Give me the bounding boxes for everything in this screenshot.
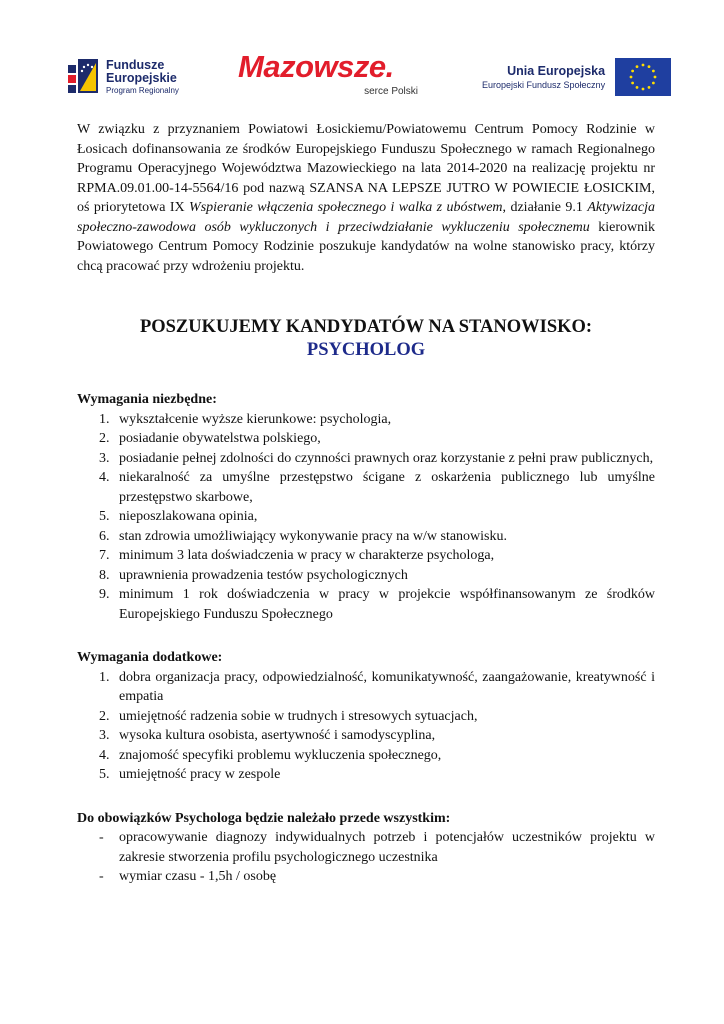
list-text: minimum 1 rok doświadczenia w pracy w projekcie współfinansowanym ze środków Europejskiego Funduszu Społecznego [119,587,655,622]
list-text: znajomość specyfiki problemu wykluczenia społecznego, [119,747,442,763]
list-number: 9. [99,587,110,602]
eu-star-icon [642,88,645,91]
duties-title: Do obowiązków Psychologa będzie należało przede wszystkim: [77,810,451,826]
list-number: 3. [99,728,110,743]
list-number: 6. [99,528,110,544]
list-dash: - [99,830,104,845]
list-number: 5. [99,767,110,782]
list-number: 7. [99,548,110,563]
list-item [77,668,655,707]
list-number: 2. [99,708,110,724]
list-number: 4. [99,470,110,485]
list-text: posiadanie obywatelstwa polskiego, [119,431,321,446]
list-text: opracowywanie diagnozy indywidualnych potrzeb i potencjałów uczestników projektu w zakresie stworzenia profilu psychologicznego uczestnika [119,830,655,865]
intro-part3: kierownik Powiatowego Centrum Pomocy Rodzinie poszukuje kandydatów na wolne stanowisko pracy, którzy chcą pracować przy wdrożeniu projektu. [77,219,656,274]
additional-title: Wymagania dodatkowe: [77,650,223,665]
list-item [77,429,655,449]
eu-flag-icon [615,58,671,96]
list-item [77,507,655,527]
list-text: posiadanie pełnej zdolności do czynności prawnych oraz korzystanie z pełni praw publicznych, [119,450,654,466]
unia-europejska-logo [482,56,671,98]
list-text: stan zdrowia umożliwiający wykonywanie pracy na w/w stanowisku. [119,528,508,544]
list-item [77,828,655,867]
list-item [77,527,655,547]
eu-star-icon [654,76,657,79]
logo-bar [0,48,724,108]
list-text: umiejętność pracy w zespole [119,767,281,782]
eu-star-icon [652,82,655,85]
position-heading [77,316,655,362]
eu-star-icon [636,65,639,68]
ue-text [482,64,605,90]
list-item [77,746,655,766]
list-item [77,585,655,624]
position-title: PSYCHOLOG [306,340,426,360]
document-body [77,120,655,887]
eu-star-icon [652,70,655,73]
list-text: wysoka kultura osobista, asertywność i samodyscyplina, [119,728,436,743]
list-item [77,546,655,566]
list-text: minimum 3 lata doświadczenia w pracy w charakterze psychologa, [119,548,495,563]
list-number: 2. [99,431,110,446]
fundusze-line2: Europejskie [106,70,177,85]
additional-list [77,668,655,785]
list-item [77,468,655,507]
mazowsze-subtitle: serce Polski [364,86,418,97]
fundusze-mark-icon [68,57,100,97]
mazowsze-logo [238,50,438,104]
intro-part2: , działanie 9.1 [502,200,588,215]
required-title: Wymagania niezbędne: [77,392,217,407]
list-text: nieposzlakowana opinia, [119,509,258,524]
required-list [77,410,655,625]
list-item [77,410,655,430]
ue-line2: Europejski Fundusz Społeczny [482,80,606,90]
eu-star-icon [631,82,634,85]
list-item [77,707,655,727]
list-number: 5. [99,509,110,524]
eu-star-icon [648,65,651,68]
list-number: 1. [99,669,110,685]
heading-line1: POSZUKUJEMY KANDYDATÓW NA STANOWISKO: [139,317,593,337]
list-text: wykształcenie wyższe kierunkowe: psychologia, [119,411,392,427]
duties-list [77,828,655,887]
eu-star-icon [630,76,633,79]
list-text: dobra organizacja pracy, odpowiedzialność, komunikatywność, zaangażowanie, kreatywność i empatia [119,669,655,704]
list-number: 4. [99,747,110,763]
measure-name: Aktywizacja społeczno-zawodowa osób wykluczonych i przeciwdziałanie wykluczeniu społecznemu [77,200,655,235]
list-number: 1. [99,411,110,427]
priority-axis-name: Wspieranie włączenia społecznego i walka z ubóstwem [189,200,503,215]
fundusze-line3: Program Regionalny [106,85,179,95]
list-number: 3. [99,450,110,466]
fundusze-line1: Fundusze [106,57,165,72]
fundusze-europejskie-logo [68,54,179,100]
eu-star-icon [642,64,645,67]
list-text: uprawnienia prowadzenia testów psychologicznych [119,567,408,583]
fundusze-text [106,59,179,96]
intro-paragraph [77,120,655,276]
mazowsze-wordmark: Mazowsze. [238,49,394,84]
list-item [77,449,655,469]
list-item [77,566,655,586]
list-text: niekaralność za umyślne przestępstwo ścigane z oskarżenia publicznego lub umyślne przestępstwo skarbowe, [119,470,655,505]
list-item [77,867,655,887]
list-dash: - [99,869,104,884]
eu-star-icon [631,70,634,73]
list-number: 8. [99,567,110,583]
list-text: wymiar czasu - 1,5h / osobę [119,869,277,884]
eu-star-icon [648,86,651,89]
list-text: umiejętność radzenia sobie w trudnych i stresowych sytuacjach, [119,708,478,724]
eu-star-icon [636,86,639,89]
list-item [77,726,655,746]
intro-part1: W związku z przyznaniem Powiatowi Łosickiemu/Powiatowemu Centrum Pomocy Rodzinie w Łosicach dofinansowania ze środków Europejskiego Funduszu Społecznego w ramach Regionalnego Programu Operacyjnego Województwa Mazowieckiego na lata 2014-2020 na realizację projektu nr RPMA.09.01.00-14-5564/16 pod nazwą SZANSA NA LEPSZE JUTRO W POWIECIE ŁOSICKIM, oś priorytetowa IX [77,122,655,215]
list-item [77,765,655,785]
ue-line1: Unia Europejska [507,64,606,78]
